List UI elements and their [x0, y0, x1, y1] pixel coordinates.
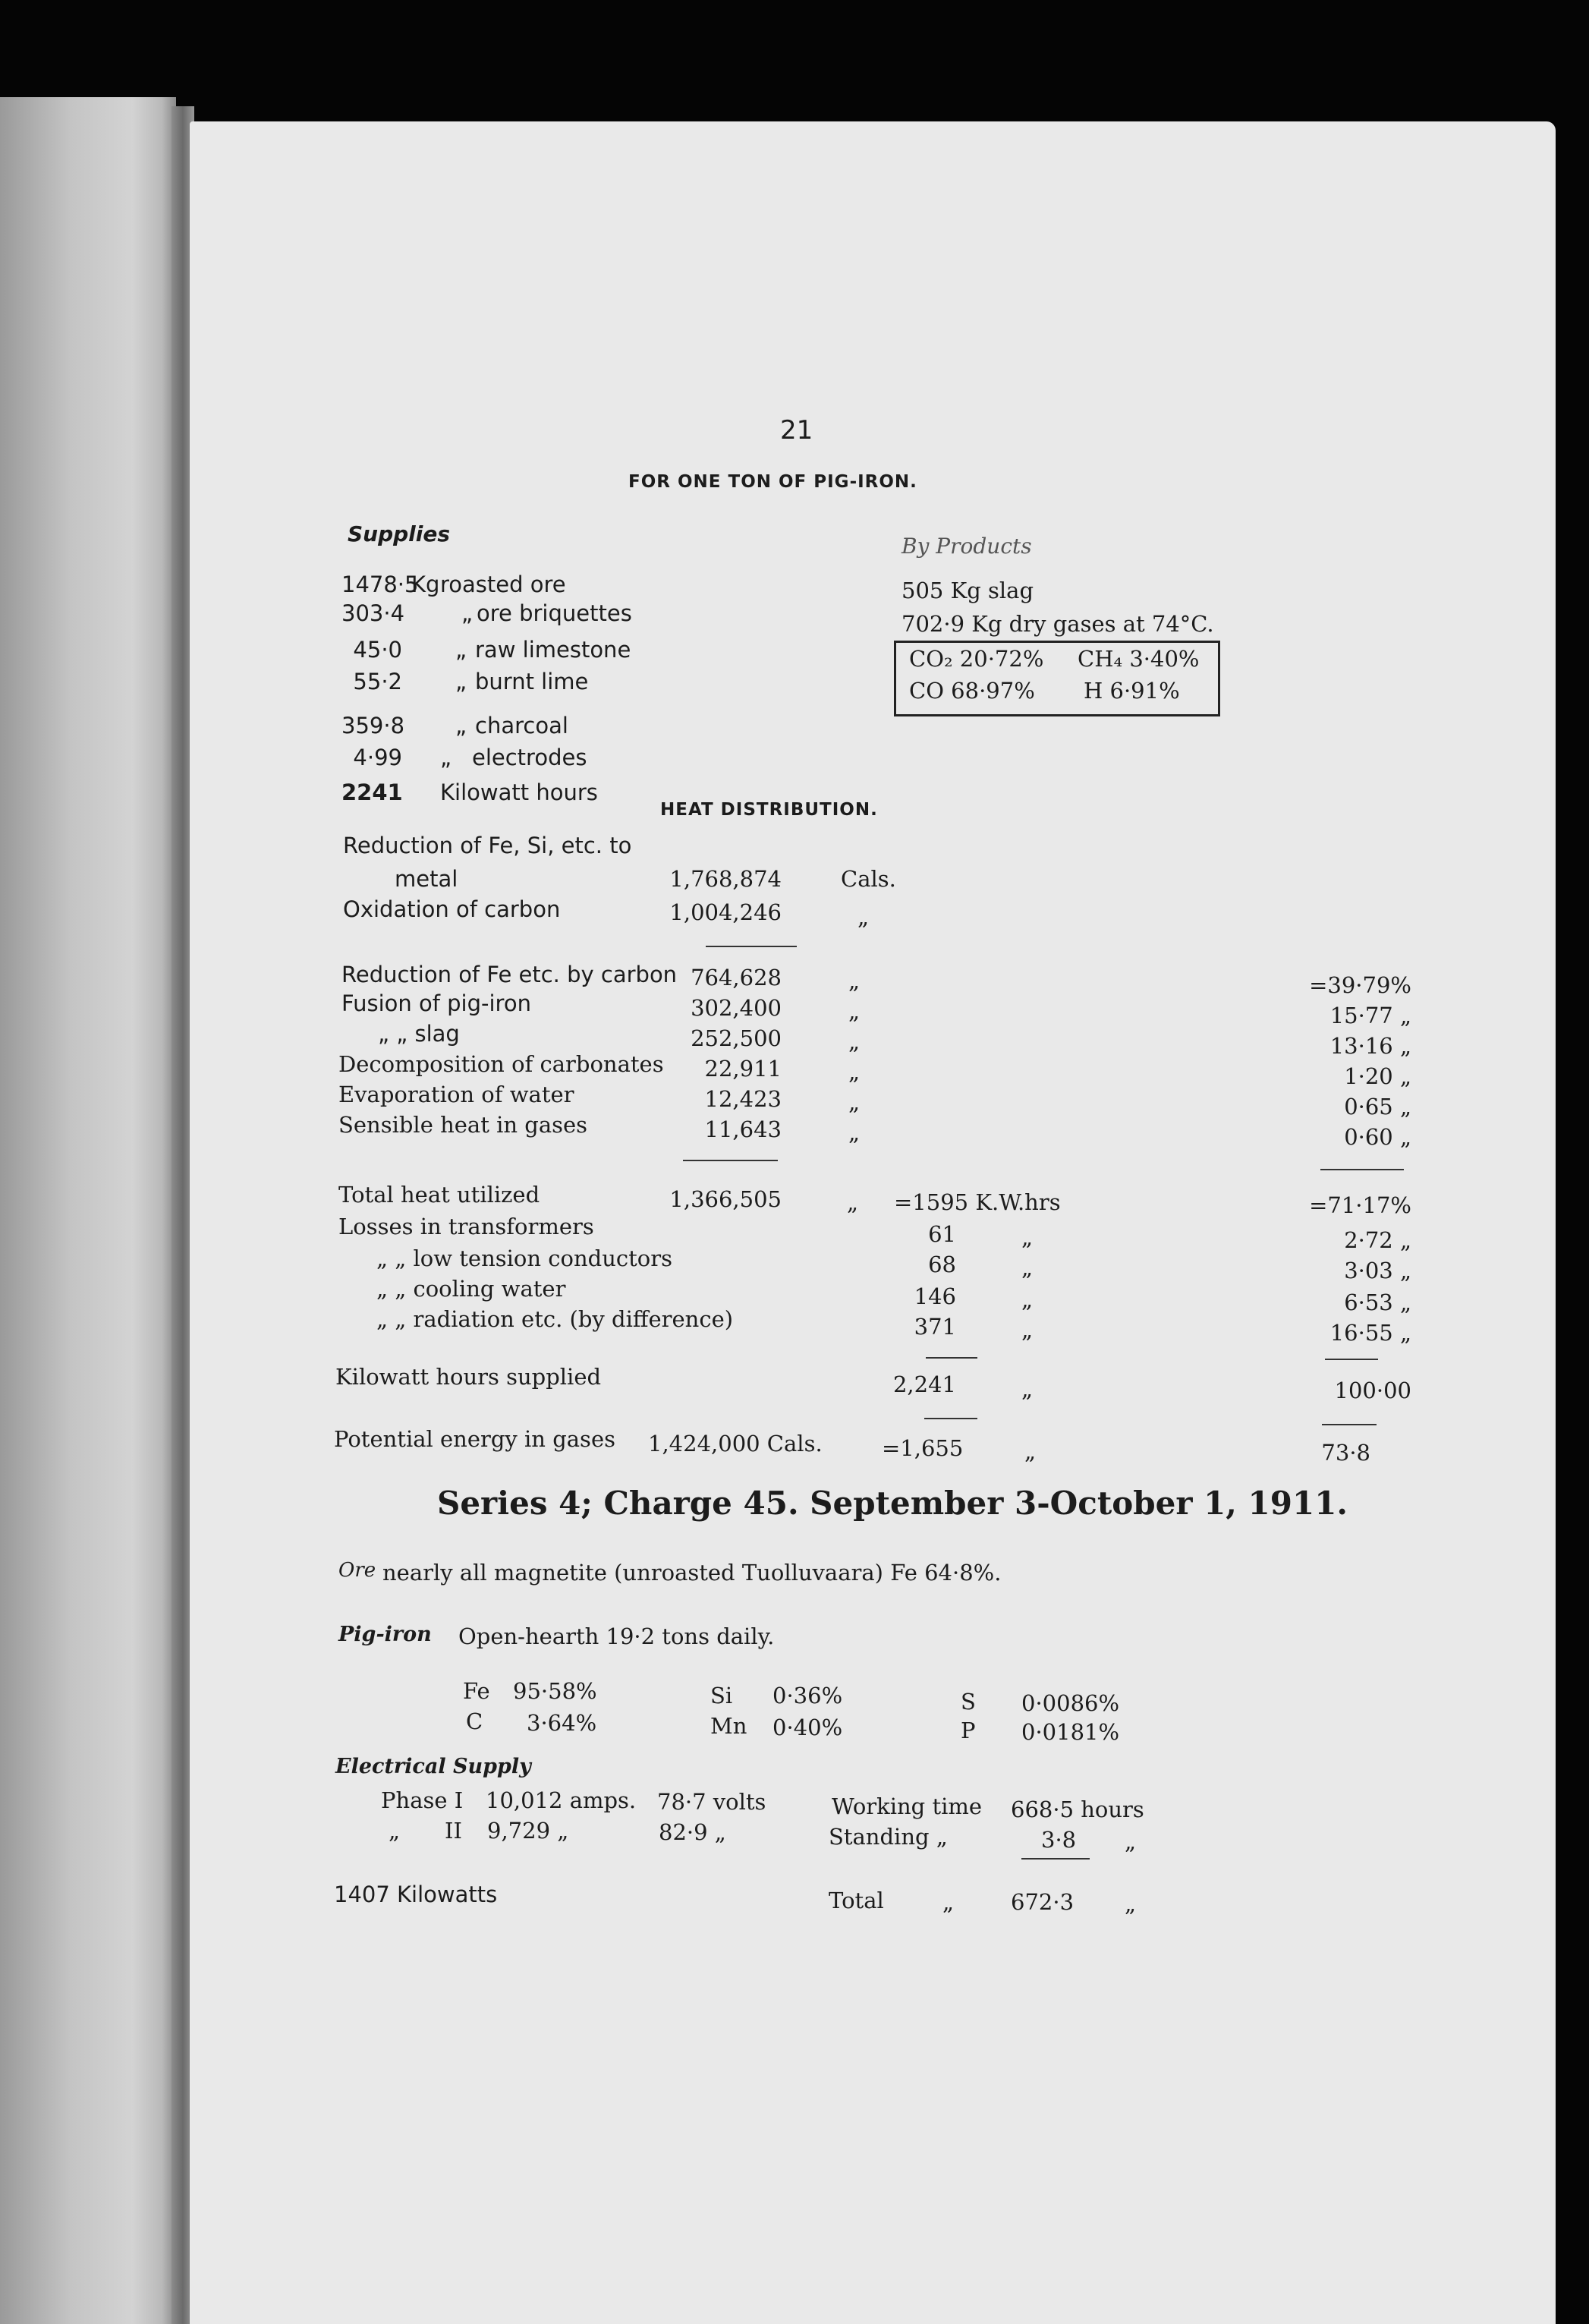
gas-co2: CO₂ 20·72% [909, 646, 1044, 672]
analysis-element: Mn [710, 1713, 747, 1739]
heat-row-unit: „ [848, 1059, 861, 1085]
loss-unit: „ [1021, 1317, 1034, 1343]
rule [924, 1418, 977, 1419]
total-heat-pct: =71·17% [1309, 1192, 1411, 1218]
kilowatts: 1407 Kilowatts [334, 1882, 498, 1907]
heat-row-pct: 13·16 „ [1329, 1033, 1411, 1059]
analysis-element: Si [710, 1683, 733, 1708]
working-time-label: Working time [832, 1793, 983, 1819]
rule [1320, 1169, 1404, 1170]
loss-label: „ „ radiation etc. (by difference) [376, 1306, 734, 1332]
analysis-value: 3·64% [527, 1710, 597, 1736]
analysis-element: S [961, 1689, 976, 1715]
heat-row-unit: „ [848, 968, 861, 994]
heat-row-label: Fusion of pig-iron [341, 990, 531, 1016]
supply-qty: 1478·5 [341, 572, 419, 597]
standing-unit: „ [1125, 1828, 1137, 1854]
supply-item: ore briquettes [477, 600, 632, 626]
analysis-element: Fe [463, 1678, 490, 1704]
heat-row-value: 252,500 [691, 1025, 782, 1051]
loss-unit: „ [1021, 1255, 1034, 1280]
ore-text: nearly all magnetite (unroasted Tuolluvaara) Fe 64·8%. [382, 1560, 1002, 1586]
total-heat-label: Total heat utilized [338, 1182, 540, 1208]
phase1-amps: 10,012 amps. [486, 1787, 637, 1813]
analysis-element: C [466, 1708, 483, 1734]
oxidation-value: 1,004,246 [669, 899, 782, 925]
reduction-label-1: Reduction of Fe, Si, etc. to [343, 833, 632, 858]
kwh-supplied-value: 2,241 [892, 1371, 956, 1397]
rule [683, 1160, 778, 1161]
phase1-volts: 78·7 volts [657, 1789, 766, 1815]
heat-row-value: 764,628 [691, 965, 782, 990]
total-time-unit: „ [1125, 1891, 1137, 1916]
total-time-value: 672·3 [1011, 1889, 1075, 1915]
heat-row-value: 12,423 [704, 1086, 782, 1112]
supply-unit: Kg [411, 572, 440, 597]
supply-kwh-label: Kilowatt hours [440, 779, 598, 805]
supply-qty: 359·8 [341, 713, 405, 738]
heat-row-label: „ „ slag [378, 1021, 460, 1047]
phase2-volts: 82·9 „ [659, 1819, 726, 1845]
analysis-value: 0·40% [772, 1715, 843, 1740]
heat-row-label: Sensible heat in gases [338, 1112, 588, 1138]
potential-cals: 1,424,000 Cals. [648, 1431, 823, 1456]
supply-item: roasted ore [440, 572, 566, 597]
heat-row-unit: „ [848, 1089, 861, 1115]
loss-pct: 2·72 „ [1344, 1227, 1411, 1253]
standing-value: 3·8 [1041, 1827, 1077, 1853]
reduction-value: 1,768,874 [669, 866, 782, 892]
phase2-ditto: „ [389, 1818, 401, 1844]
loss-kwh: 61 [928, 1221, 956, 1247]
heat-row-pct: =39·79% [1309, 972, 1411, 998]
page-number: 21 [780, 415, 813, 446]
supply-unit: „ [455, 669, 467, 694]
heat-row-label: Decomposition of carbonates [338, 1051, 664, 1077]
heat-row-label: Reduction of Fe etc. by carbon [341, 962, 678, 987]
reduction-unit: Cals. [841, 866, 896, 892]
total-time-label: Total [829, 1888, 884, 1913]
heat-row-pct: 1·20 „ [1344, 1063, 1411, 1089]
supply-qty: 55·2 [353, 669, 402, 694]
working-time-value: 668·5 hours [1011, 1797, 1144, 1822]
heat-row-value: 22,911 [704, 1056, 782, 1082]
ore-label: Ore [338, 1559, 376, 1582]
total-heat-unit: „ [847, 1189, 859, 1215]
gas-h: H 6·91% [1084, 678, 1180, 704]
total-heat-kwh: =1595 K.W.hrs [894, 1189, 1061, 1215]
supply-item: burnt lime [475, 669, 589, 694]
loss-pct: 6·53 „ [1344, 1290, 1411, 1315]
rule [1325, 1359, 1378, 1360]
supply-kwh-qty: 2241 [341, 779, 403, 805]
kwh-supplied-pct: 100·00 [1334, 1378, 1411, 1403]
pig-iron-text: Open-hearth 19·2 tons daily. [458, 1623, 775, 1649]
supply-qty: 303·4 [341, 600, 405, 626]
rule [706, 946, 797, 947]
loss-label: „ „ low tension conductors [376, 1245, 672, 1271]
supplies-heading: Supplies [348, 521, 451, 546]
heat-row-pct: 0·60 „ [1344, 1124, 1411, 1150]
heat-row-unit: „ [848, 1119, 861, 1145]
loss-kwh: 371 [914, 1314, 956, 1340]
loss-label: Losses in transformers [338, 1214, 594, 1239]
total-time-ditto: „ [942, 1889, 955, 1915]
supply-item: electrodes [472, 745, 587, 770]
phase1-label: Phase I [381, 1787, 464, 1813]
loss-unit: „ [1021, 1224, 1034, 1250]
supply-unit: „ [455, 637, 467, 663]
total-heat-value: 1,366,505 [669, 1186, 782, 1212]
loss-label: „ „ cooling water [376, 1276, 566, 1302]
left-page-edge [0, 97, 176, 2324]
loss-kwh: 68 [928, 1252, 956, 1277]
loss-unit: „ [1021, 1286, 1034, 1312]
electrical-heading: Electrical Supply [335, 1755, 531, 1778]
rule [1322, 1424, 1377, 1425]
potential-kwh: =1,655 [882, 1435, 964, 1461]
supply-qty: 45·0 [353, 637, 402, 663]
pig-iron-label: Pig-iron [338, 1623, 432, 1646]
by-products-gases: 702·9 Kg dry gases at 74°C. [901, 611, 1214, 637]
gas-ch4: CH₄ 3·40% [1078, 646, 1200, 672]
phase2-amps: 9,729 „ [487, 1818, 569, 1844]
heat-row-value: 302,400 [691, 995, 782, 1021]
rule [1021, 1858, 1090, 1860]
heat-row-unit: „ [848, 1028, 861, 1054]
by-products-slag: 505 Kg slag [901, 578, 1034, 603]
kwh-supplied-label: Kilowatt hours supplied [335, 1364, 602, 1390]
supply-unit: „ [455, 713, 467, 738]
supply-unit: „ [440, 745, 452, 770]
analysis-value: 95·58% [513, 1678, 597, 1704]
supply-item: raw limestone [475, 637, 631, 663]
phase2-label: II [445, 1818, 462, 1844]
analysis-value: 0·36% [772, 1683, 843, 1708]
heat-row-unit: „ [848, 998, 861, 1024]
rule [926, 1357, 977, 1359]
supply-qty: 4·99 [353, 745, 402, 770]
page-title: FOR ONE TON OF PIG-IRON. [628, 472, 917, 492]
loss-pct: 16·55 „ [1329, 1320, 1411, 1346]
reduction-label-2: metal [395, 866, 458, 892]
loss-pct: 3·03 „ [1344, 1258, 1411, 1283]
standing-label: Standing „ [829, 1824, 948, 1850]
potential-label: Potential energy in gases [334, 1426, 615, 1452]
document-page [190, 121, 1556, 2324]
kwh-supplied-unit: „ [1021, 1376, 1034, 1402]
heat-row-pct: 0·65 „ [1344, 1094, 1411, 1119]
gas-co: CO 68·97% [909, 678, 1035, 704]
heat-distribution-heading: HEAT DISTRIBUTION. [660, 800, 878, 820]
potential-unit: „ [1024, 1438, 1037, 1464]
series-heading: Series 4; Charge 45. September 3-October 1, 1911. [437, 1485, 1348, 1522]
supply-unit: „ [461, 600, 474, 626]
analysis-value: 0·0086% [1021, 1690, 1120, 1716]
heat-row-pct: 15·77 „ [1329, 1003, 1411, 1028]
oxidation-unit: „ [857, 904, 870, 930]
supply-item: charcoal [475, 713, 568, 738]
by-products-heading: By Products [901, 534, 1032, 559]
oxidation-label: Oxidation of carbon [343, 896, 561, 922]
analysis-element: P [961, 1718, 976, 1743]
loss-kwh: 146 [914, 1283, 956, 1309]
potential-pct: 73·8 [1321, 1440, 1370, 1466]
analysis-value: 0·0181% [1021, 1719, 1120, 1745]
heat-row-value: 11,643 [704, 1116, 782, 1142]
heat-row-label: Evaporation of water [338, 1082, 574, 1107]
